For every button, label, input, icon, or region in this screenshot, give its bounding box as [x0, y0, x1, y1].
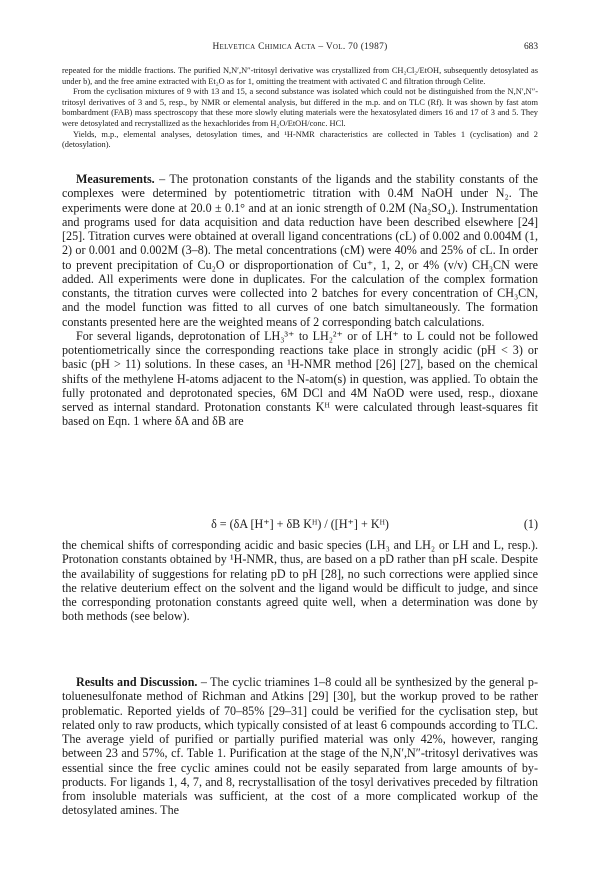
- results-section: [62, 675, 538, 818]
- measurements-paragraph-3: the chemical shifts of corresponding acidic and basic species (LH₃ and LH₂ or LH and L, resp.). Protonation constants obtained by ¹H-NMR, thus, are based on a pD rather than pH scale. Despite the availability of suggestions for relating pD to pH [28], no such corrections were applied since the relative deuterium effect on the solvent and the ligand would be difficult to judge, and since the corresponding protonation constants agreed quite well, when a determination was done by both methods (see below).: [62, 538, 538, 624]
- equation-1: [62, 517, 538, 533]
- measurements-paragraph-2: For several ligands, deprotonation of LH₃³⁺ to LH₂²⁺ or of LH⁺ to L could not be followed potentiometrically since the corresponding reactions take place in strongly acidic (pH < 3) or basic (pH > 11) solutions. In these cases, an ¹H-NMR method [26] [27], based on the chemical shifts of the methylene H-atoms adjacent to the N-atom(s) in question, was applied. To obtain the fully protonated and deprotonated species, 6M DCl and 4M NaOD were used, resp., dioxane served as internal standard. Protonation constants Kᴴ were calculated through least-squares fit based on Eqn. 1 where δA and δB are: [62, 328, 538, 429]
- note-paragraph-3: Yields, m.p., elemental analyses, detosylation times, and ¹H-NMR characteristics are collected in Tables 1 (cyclisation) and 2 (detosylation).: [62, 129, 538, 150]
- experimental-notes: [62, 66, 538, 151]
- note-paragraph-2: From the cyclisation mixtures of 9 with 13 and 15, a second substance was isolated which could not be distinguished from the N,N′,N″-tritosyl derivatives of 3 and 5, resp., by NMR or elemental analysis, but differed in the m.p. and on TLC (Rf). It was shown by fast atom bombardment (FAB) mass spectroscopy that these more slowly eluting materials were the hexatosylated dimers 16 and 17 of 3 and 5. They were detosylated and recrystallized as the hexachlorides from H₂O/EtOH/conc. HCl.: [62, 87, 538, 128]
- measurements-section: [62, 172, 538, 429]
- results-heading: Results and Discussion.: [76, 675, 198, 689]
- running-header: [62, 42, 538, 56]
- measurements-heading: Measurements.: [76, 172, 155, 186]
- equation-number: (1): [523, 517, 538, 531]
- results-text: – The cyclic triamines 1–8 could all be synthesized by the general p-toluenesulfonate method of Richman and Atkins [29] [30], but the workup proved to be rather problematic. Reported yields of 70–85% [29–31] could be verified for the cyclisation step, but related only to raw products, which typically consisted of at least 6 compounds according to TLC. The average yield of purified or partially purified material was only 42%, however, ranging between 23 and 57%, cf. Table 1. Purification at the stage of the N,N′,N″-tritosyl derivatives was essential since the free cyclic amines could not be easily separated from large amounts of by-products. For ligands 1, 4, 7, and 8, recrystallisation of the tosyl derivatives preceded by filtration from insoluble materials was sufficient, at the cost of a more complicated workup of the detosylated amines. The: [62, 675, 538, 818]
- equation-formula: δ = (δA [H⁺] + δB Kᴴ) / ([H⁺] + Kᴴ): [211, 517, 389, 531]
- note-paragraph-1: repeated for the middle fractions. The purified N,N′,N″-tritosyl derivative was crystallized from CH₂Cl₂/EtOH, subsequently detosylated as under b), and the free amine extracted with Et₂O as for 1, omitting the treatment with activated C and filtration through Celite.: [62, 66, 538, 86]
- running-title: Helvetica Chimica Acta – Vol. 70 (1987): [212, 42, 388, 52]
- measurements-paragraph-1: [62, 172, 538, 329]
- measurements-continuation: [62, 538, 538, 624]
- page-number: 683: [523, 42, 538, 52]
- results-paragraph: [62, 675, 538, 818]
- measurements-text-1: – The protonation constants of the ligands and the stability constants of the complexes were determined by potentiometric titration with 0.4M NaOH under N₂. The experiments were done at 20.0 ± 0.1° and at an ionic strength of 0.2M (Na₂SO₄). Instrumentation and programs used for data acquisition and data reduction have been described elsewhere [24] [25]. Titration curves were obtained at overall ligand concentrations (cL) of 0.002 and 0.004M (1, 2) or 0.001 and 0.002M (3–8). The metal concentrations (cM) were 40% and 25% of cL. In order to prevent precipitation of Cu₂O or disproportionation of Cu⁺, 1, 2, or 4% (v/v) CH₃CN were added. All experiments were done in duplicates. For the calculation of the complex formation constants, the titration curves were collected into 2 batches for every concentration of CH₃CN, and the model function was fitted to all curves of one batch simultaneously. The formation constants presented here are the weighted means of 2 corresponding batch calculations.: [62, 172, 538, 329]
